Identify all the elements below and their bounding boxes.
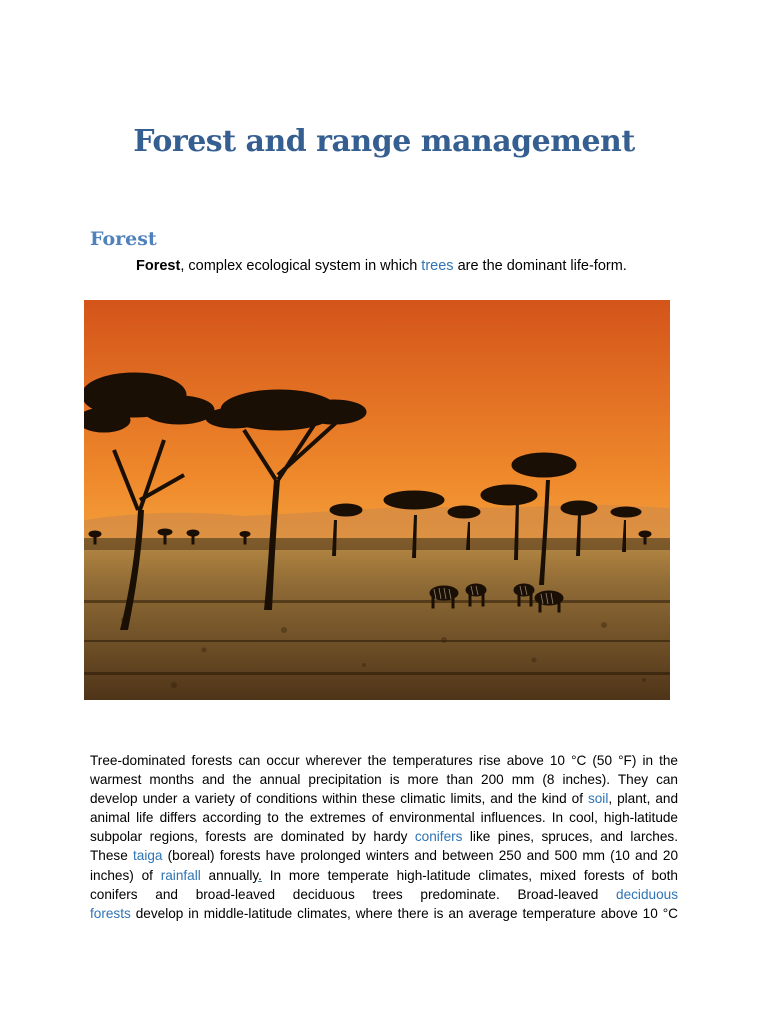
paragraph-line (90, 885, 678, 904)
paragraph-line (90, 789, 678, 808)
link-trees[interactable]: trees (421, 258, 454, 274)
paragraph-text: conifers and broad-leaved deciduous trees predominate. Broad-leaved (90, 886, 617, 902)
body-paragraph (90, 751, 678, 923)
link-soil[interactable]: soil (587, 791, 609, 807)
paragraph-line (90, 827, 678, 846)
link-conifers[interactable]: conifers (414, 829, 463, 845)
paragraph-line: animal life differs according to the extremes of environmental influences. In cool, high-latitude (90, 810, 678, 826)
paragraph-text: annually (200, 867, 259, 883)
page-title: Forest and range management (133, 124, 635, 159)
paragraph-text: In more temperate high-latitude climates, mixed forests of both (261, 867, 678, 883)
link-taiga[interactable]: taiga (132, 848, 163, 864)
link-rainfall[interactable]: rainfall (160, 867, 201, 883)
paragraph-text: These (90, 848, 133, 864)
link-forests[interactable]: forests (90, 905, 131, 921)
intro-text: , complex ecological system in which (180, 258, 422, 274)
paragraph-line: warmest months and the annual precipitation is more than 200 mm (8 inches). They can (90, 772, 678, 788)
paragraph-text: . (258, 867, 262, 883)
intro-text-end: are the dominant life-form. (453, 258, 627, 274)
savanna-photo (84, 300, 670, 700)
intro-sentence (136, 258, 627, 274)
paragraph-text: like pines, spruces, and larches. (462, 829, 678, 845)
paragraph-text: subpolar regions, forests are dominated by hardy (90, 829, 415, 845)
paragraph-text: develop under a variety of conditions within these climatic limits, and the kind of (90, 791, 588, 807)
intro-bold-term: Forest (136, 258, 181, 274)
paragraph-line (90, 866, 678, 885)
paragraph-text: (boreal) forests have prolonged winters and between 250 and 500 mm (10 and 20 (162, 848, 679, 864)
paragraph-line: Tree-dominated forests can occur wherever the temperatures rise above 10 °C (50 °F) in the (90, 753, 678, 768)
section-heading: Forest (90, 228, 157, 250)
link-deciduous[interactable]: deciduous (616, 886, 678, 902)
paragraph-line (90, 846, 678, 865)
paragraph-line (90, 904, 678, 923)
paragraph-text: develop in middle-latitude climates, where there is an average temperature above 10 °C (130, 905, 678, 921)
paragraph-text: , plant, and (608, 791, 678, 807)
paragraph-text: inches) of (90, 867, 161, 883)
